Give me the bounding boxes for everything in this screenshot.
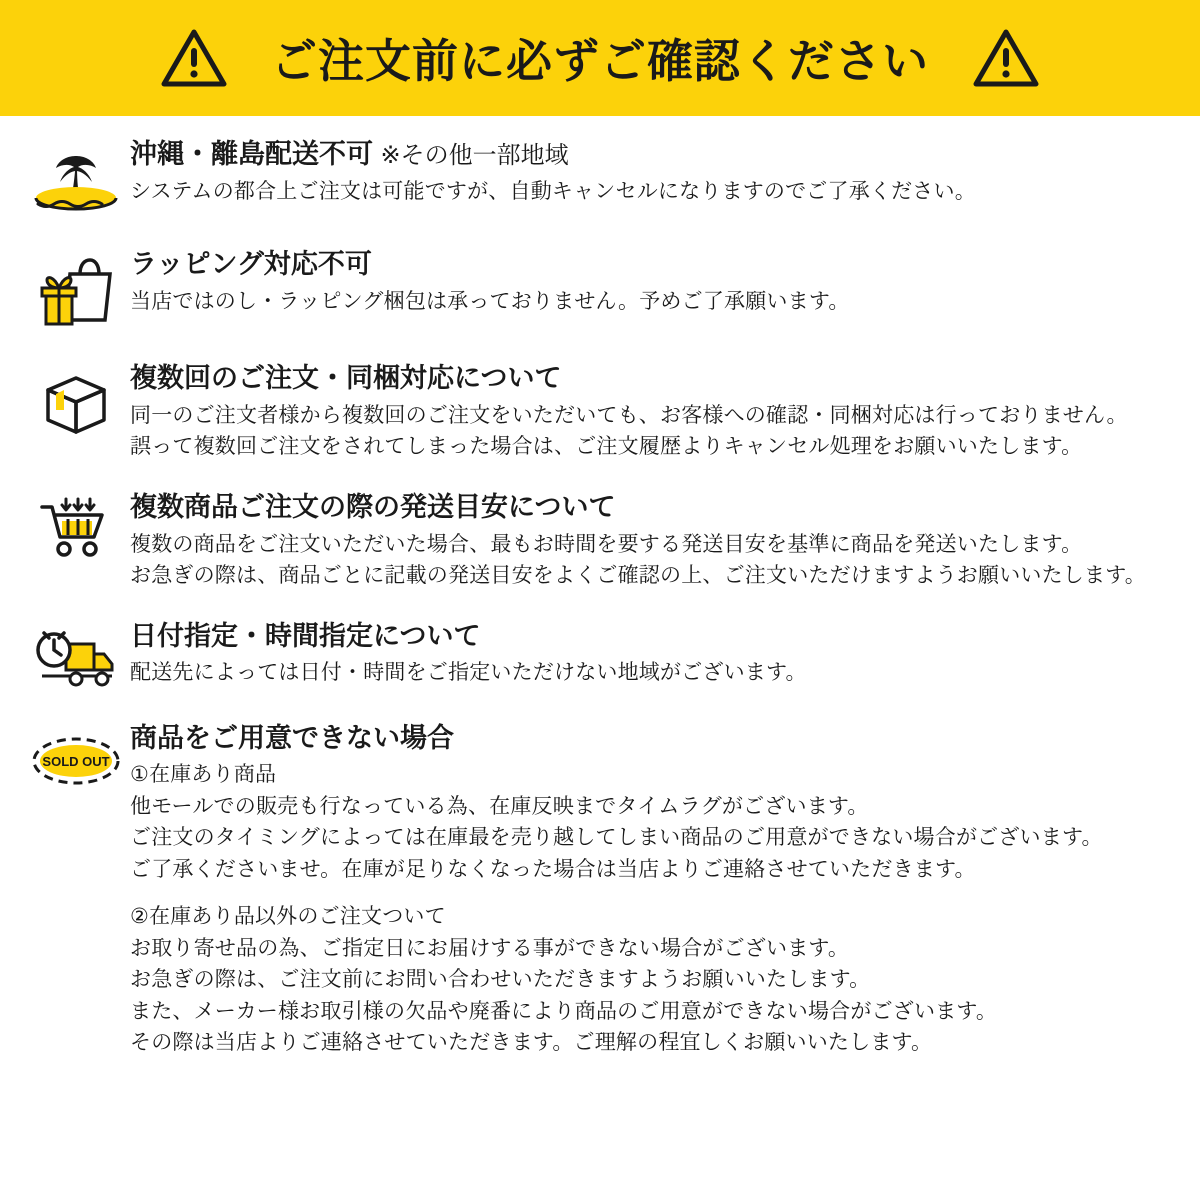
section-title-main: 沖縄・離島配送不可 xyxy=(130,139,373,169)
notice-section-shipping-estimate xyxy=(0,491,1200,592)
section-title xyxy=(130,722,1172,756)
notice-section-out-of-stock xyxy=(0,722,1200,1059)
section-line: 当店ではのし・ラッピング梱包は承っておりません。予めご了承願います。 xyxy=(130,289,850,313)
section-title xyxy=(130,248,1172,282)
warning-triangle-icon xyxy=(161,28,227,88)
notice-sections xyxy=(0,116,1200,1059)
notice-section-multiple-orders xyxy=(0,362,1200,463)
section-line: お急ぎの際は、商品ごとに記載の発送目安をよくご確認の上、ご注文いただけますようお願いいたします。 xyxy=(130,564,1146,587)
section-line: 誤って複数回ご注文をされてしまった場合は、ご注文履歴よりキャンセル処理をお願いいたします。 xyxy=(130,435,1083,459)
section-line: ご了承くださいませ。在庫が足りなくなった場合は当店よりご連絡させていただきます。 xyxy=(130,857,976,881)
section-line: ②在庫あり品以外のご注文ついて xyxy=(130,905,446,929)
section-line: ①在庫あり商品 xyxy=(130,763,277,787)
notice-section-text xyxy=(130,362,1172,463)
cardboard-box-icon xyxy=(22,362,130,442)
shopping-cart-icon xyxy=(22,491,130,565)
section-line: システムの都合上ご注文は可能ですが、自動キャンセルになりますのでご了承ください。 xyxy=(130,179,976,203)
island-palm-icon xyxy=(22,138,130,218)
section-title xyxy=(130,491,1172,525)
delivery-truck-clock-icon xyxy=(22,620,130,694)
notice-section-text xyxy=(130,491,1172,592)
sold-out-stamp-icon xyxy=(22,722,130,796)
notice-section-text xyxy=(130,248,1172,317)
section-line: 他モールでの販売も行なっている為、在庫反映までタイムラグがございます。 xyxy=(130,794,869,818)
warning-triangle-icon xyxy=(973,28,1039,88)
notice-section-text xyxy=(130,138,1172,207)
section-title-sub: ※その他一部地域 xyxy=(380,142,569,169)
notice-section-text xyxy=(130,620,1172,689)
section-line: ご注文のタイミングによっては在庫最を売り越してしまい商品のご用意ができない場合がございます。 xyxy=(130,826,1103,850)
notice-section-no-gift-wrap xyxy=(0,248,1200,332)
section-line: お急ぎの際は、ご注文前にお問い合わせいただきますようお願いいたします。 xyxy=(130,968,871,992)
section-title-main: ラッピング対応不可 xyxy=(130,249,372,279)
section-line: 配送先によっては日付・時間をご指定いただけない地域がございます。 xyxy=(130,661,807,685)
section-line: お取り寄せ品の為、ご指定日にお届けする事ができない場合がございます。 xyxy=(130,936,850,960)
svg-text:SOLD OUT: SOLD OUT xyxy=(42,753,110,769)
section-title-main: 日付指定・時間指定について xyxy=(130,620,481,651)
section-title-main: 複数商品ご注文の際の発送目安について xyxy=(130,491,616,522)
section-line: 複数の商品をご注文いただいた場合、最もお時間を要する発送目安を基準に商品を発送いたします。 xyxy=(130,532,1083,556)
section-title xyxy=(130,362,1172,396)
notice-section-text xyxy=(130,722,1172,1059)
section-line: 同一のご注文者様から複数回のご注文をいただいても、お客様への確認・同梱対応は行っておりません。 xyxy=(130,403,1128,427)
section-line: また、メーカー様お取引様の欠品や廃番により商品のご用意ができない場合がございます。 xyxy=(130,999,998,1023)
notice-section-date-time-designation xyxy=(0,620,1200,694)
section-title-main: 商品をご用意できない場合 xyxy=(130,722,454,753)
section-title-main: 複数回のご注文・同梱対応について xyxy=(130,363,562,393)
section-title xyxy=(130,620,1172,654)
banner-title: ご注文前に必ずご確認ください xyxy=(271,35,929,87)
gift-shopping-bag-icon xyxy=(22,248,130,332)
section-title xyxy=(130,138,1172,172)
notice-section-shipping-restriction xyxy=(0,138,1200,218)
notice-banner xyxy=(0,0,1200,116)
section-line: その際は当店よりご連絡させていただきます。ご理解の程宜しくお願いいたします。 xyxy=(130,1031,933,1055)
